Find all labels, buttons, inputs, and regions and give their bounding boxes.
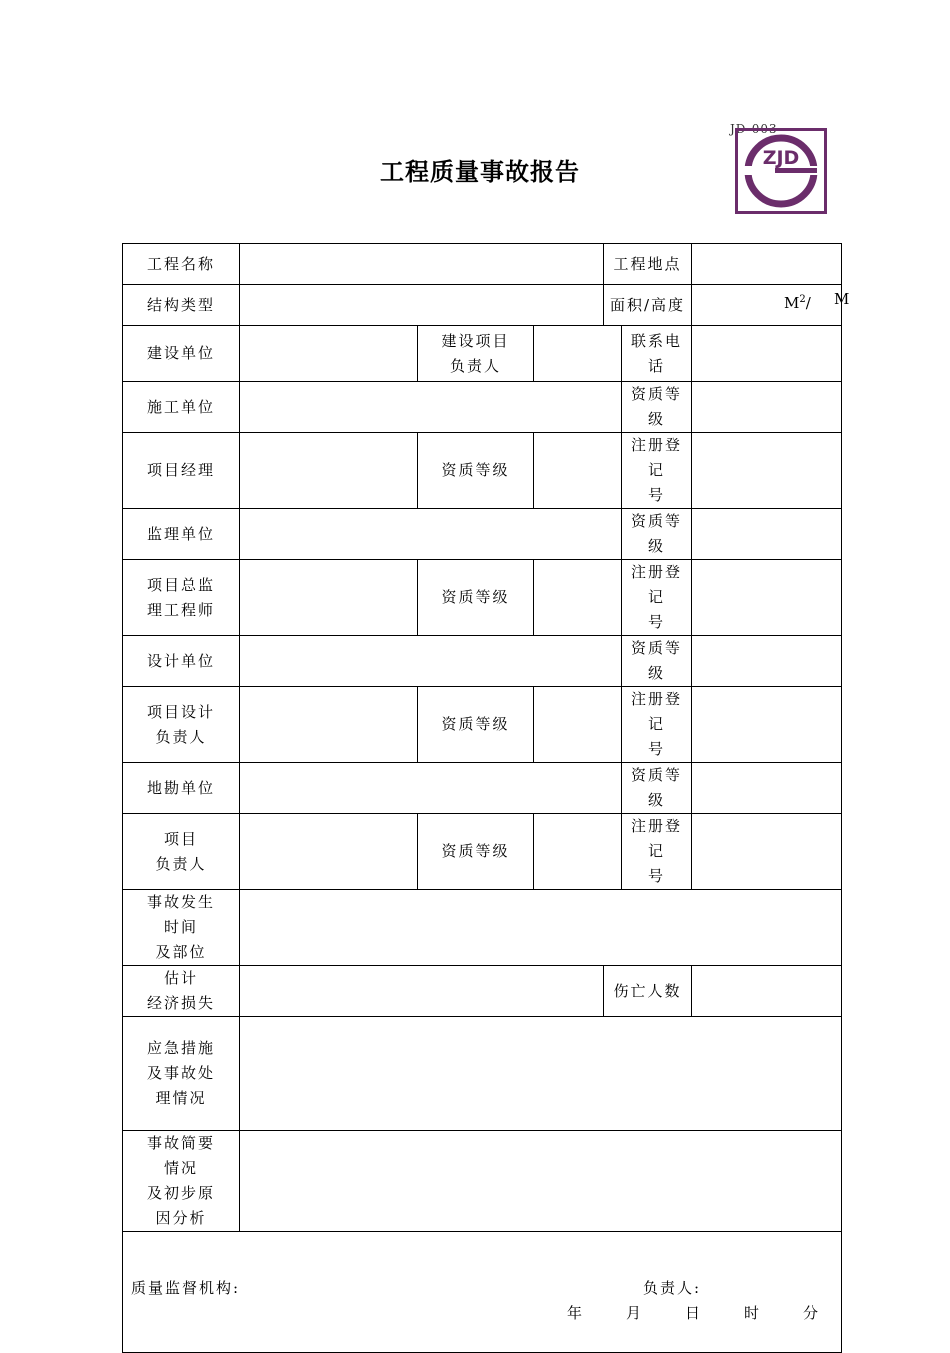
field-emergency-measures[interactable] [240, 1017, 842, 1131]
field-contractor[interactable] [240, 382, 622, 433]
zjd-logo [735, 128, 827, 214]
label-project-manager: 项目经理 [123, 433, 240, 509]
field-accident-time-location[interactable] [240, 890, 842, 966]
label-contact-phone: 联系电话 [622, 326, 692, 382]
field-pm-grade[interactable] [534, 433, 622, 509]
field-project-location[interactable] [692, 244, 842, 285]
field-survey-grade[interactable] [692, 763, 842, 814]
field-area-height[interactable] [692, 285, 850, 326]
field-design-head-grade[interactable] [534, 687, 622, 763]
label-pm-registration: 注册登记 号 [622, 433, 692, 509]
label-contractor-grade: 资质等级 [622, 382, 692, 433]
label-project-name: 工程名称 [123, 244, 240, 285]
label-chief-supervisor-grade: 资质等级 [418, 560, 534, 636]
field-chief-supervisor-grade[interactable] [534, 560, 622, 636]
document-code: JD-003 [730, 122, 778, 136]
field-supervisor-grade[interactable] [692, 509, 842, 560]
signature-block [123, 1232, 842, 1353]
label-survey-head: 项目 负责人 [123, 814, 240, 890]
field-construction-owner[interactable] [240, 326, 418, 382]
label-supervision-org: 质量监督机构: [131, 1279, 241, 1297]
field-supervisor[interactable] [240, 509, 622, 560]
field-owner-project-head[interactable] [534, 326, 622, 382]
field-design-grade[interactable] [692, 636, 842, 687]
label-casualties: 伤亡人数 [604, 966, 692, 1017]
label-survey-grade: 资质等级 [622, 763, 692, 814]
label-accident-summary: 事故简要 情况 及初步原 因分析 [123, 1131, 240, 1232]
label-design-head: 项目设计 负责人 [123, 687, 240, 763]
page-title: 工程质量事故报告 [380, 157, 580, 186]
field-design-head-registration[interactable] [692, 687, 842, 763]
label-responsible-person: 负责人: [643, 1279, 702, 1297]
field-survey-head-grade[interactable] [534, 814, 622, 890]
label-survey-head-grade: 资质等级 [418, 814, 534, 890]
field-economic-loss[interactable] [240, 966, 604, 1017]
field-survey-head[interactable] [240, 814, 418, 890]
field-accident-summary[interactable] [240, 1131, 842, 1232]
label-structure-type: 结构类型 [123, 285, 240, 326]
label-hour: 时 [744, 1304, 762, 1322]
logo-text: ZJD [762, 147, 800, 169]
label-project-location: 工程地点 [604, 244, 692, 285]
label-supervisor-grade: 资质等级 [622, 509, 692, 560]
label-accident-time-location: 事故发生 时间 及部位 [123, 890, 240, 966]
unit-meter: M [834, 290, 850, 308]
label-design-unit: 设计单位 [123, 636, 240, 687]
field-design-unit[interactable] [240, 636, 622, 687]
field-project-name[interactable] [240, 244, 604, 285]
label-month: 月 [626, 1304, 644, 1322]
label-survey-head-registration: 注册登记 号 [622, 814, 692, 890]
label-construction-owner: 建设单位 [123, 326, 240, 382]
field-contractor-grade[interactable] [692, 382, 842, 433]
label-day: 日 [685, 1304, 703, 1322]
field-chief-supervisor-registration[interactable] [692, 560, 842, 636]
label-design-head-grade: 资质等级 [418, 687, 534, 763]
label-design-grade: 资质等级 [622, 636, 692, 687]
field-design-head[interactable] [240, 687, 418, 763]
field-contact-phone[interactable] [692, 326, 842, 382]
field-structure-type[interactable] [240, 285, 604, 326]
label-emergency-measures: 应急措施 及事故处 理情况 [123, 1017, 240, 1131]
accident-report-form [122, 243, 850, 1353]
field-chief-supervisor[interactable] [240, 560, 418, 636]
label-area-height: 面积/高度 [604, 285, 692, 326]
label-contractor: 施工单位 [123, 382, 240, 433]
label-survey-unit: 地勘单位 [123, 763, 240, 814]
label-minute: 分 [803, 1304, 821, 1322]
label-chief-supervisor: 项目总监 理工程师 [123, 560, 240, 636]
unit-square-meter: $M^2/$ [784, 294, 811, 312]
label-pm-grade: 资质等级 [418, 433, 534, 509]
field-project-manager[interactable] [240, 433, 418, 509]
field-survey-unit[interactable] [240, 763, 622, 814]
label-owner-project-head: 建设项目 负责人 [418, 326, 534, 382]
label-year: 年 [567, 1304, 585, 1322]
field-survey-head-registration[interactable] [692, 814, 842, 890]
field-pm-registration[interactable] [692, 433, 842, 509]
label-economic-loss: 估计 经济损失 [123, 966, 240, 1017]
label-supervisor: 监理单位 [123, 509, 240, 560]
label-chief-supervisor-registration: 注册登记 号 [622, 560, 692, 636]
label-design-head-registration: 注册登记 号 [622, 687, 692, 763]
field-casualties[interactable] [692, 966, 842, 1017]
